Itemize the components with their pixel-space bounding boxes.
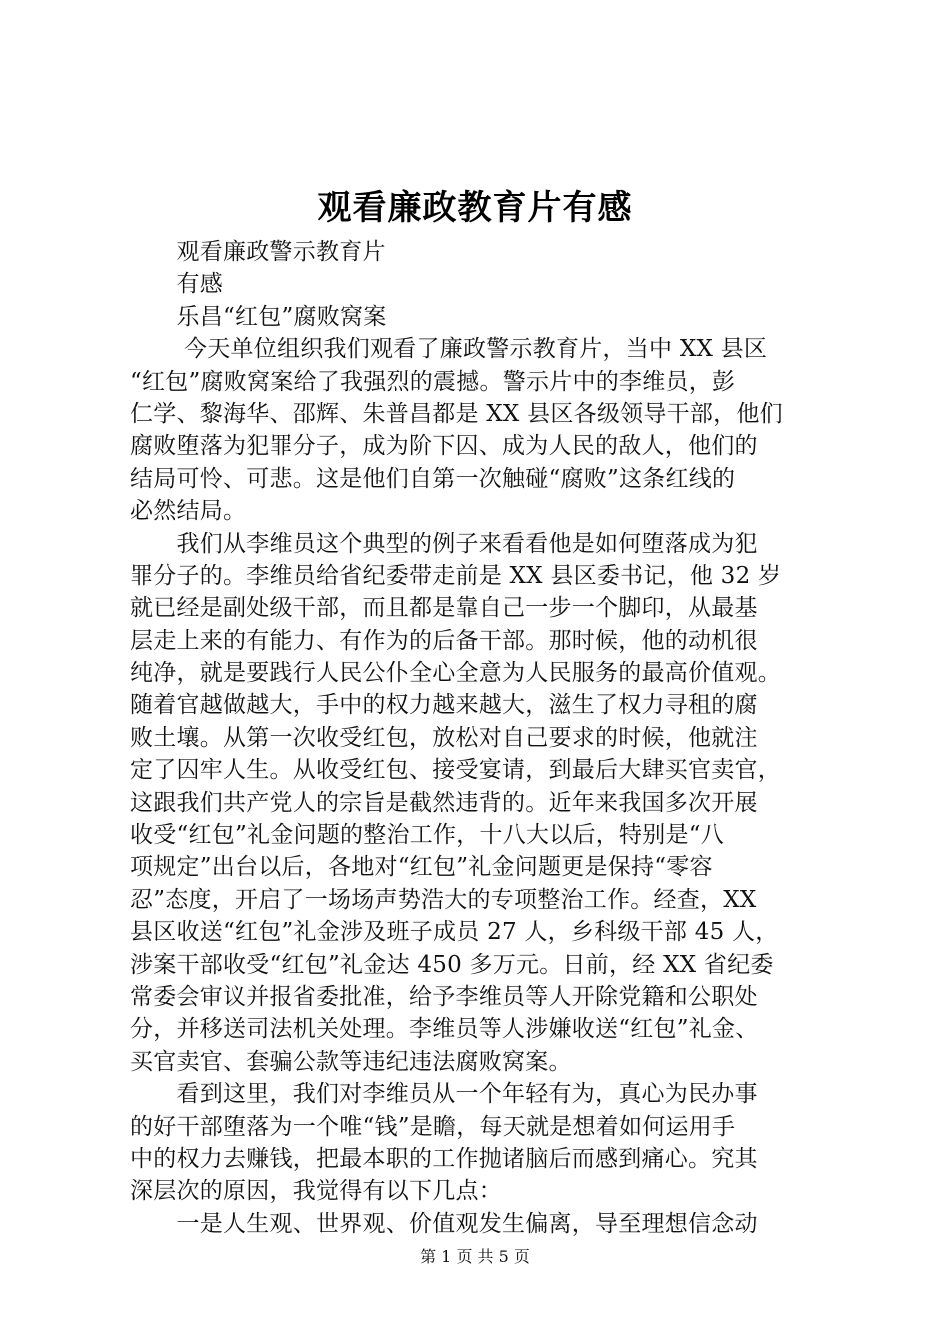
text-line: 结局可怜、可悲。这是他们自第一次触碰“腐败”这条红线的	[130, 465, 736, 492]
text-line: 分，并移送司法机关处理。李维员等人涉嫌收送“红包”礼金、	[130, 1016, 759, 1043]
document-body	[130, 236, 830, 1240]
text-line: 常委会审议并报省委批准，给予李维员等人开除党籍和公职处	[130, 983, 758, 1010]
text-line: 随着官越做越大，手中的权力越来越大，滋生了权力寻租的腐	[130, 692, 758, 719]
text-line: 涉案干部收受“红包”礼金达 450 多万元。日前，经 XX 省纪委	[130, 951, 774, 978]
text-line: 项规定”出台以后，各地对“红包”礼金问题更是保持“零容	[130, 854, 713, 881]
text-line: 罪分子的。李维员给省纪委带走前是 XX 县区委书记，他 32 岁	[130, 562, 782, 589]
text-line: 中的权力去赚钱，把最本职的工作抛诸脑后而感到痛心。究其	[130, 1145, 758, 1172]
text-line: 看到这里，我们对李维员从一个年轻有为，真心为民办事	[130, 1081, 758, 1108]
text-line: 忍”态度，开启了一场场声势浩大的专项整治工作。经查，XX	[130, 886, 757, 913]
text-line: 观看廉政警示教育片	[130, 239, 386, 265]
text-line: 层走上来的有能力、有作为的后备干部。那时候，他的动机很	[130, 627, 758, 654]
text-line: 乐昌“红包”腐败窝案	[130, 303, 387, 330]
text-line: 纯净，就是要践行人民公仆全心全意为人民服务的最高价值观。	[130, 660, 781, 687]
text-line: 必然结局。	[130, 498, 247, 525]
text-line: 买官卖官、套骗公款等违纪违法腐败窝案。	[130, 1048, 572, 1075]
text-line: 一是人生观、世界观、价值观发生偏离，导至理想信念动	[130, 1210, 758, 1237]
document-title: 观看廉政教育片有感	[317, 188, 633, 228]
text-line: 收受“红包”礼金问题的整治工作，十八大以后，特别是“八	[130, 822, 725, 849]
text-line: 就已经是副处级干部，而且都是靠自己一步一个脚印，从最基	[130, 595, 758, 622]
text-line: 定了囚牢人生。从收受红包、接受宴请，到最后大肆买官卖官，	[130, 757, 781, 784]
text-line: 今天单位组织我们观看了廉政警示教育片，当中 XX 县区	[130, 336, 768, 363]
text-line: 仁学、黎海华、邵辉、朱普昌都是 XX 县区各级领导干部，他们	[130, 400, 783, 427]
text-line: “红包”腐败窝案给了我强烈的震撼。警示片中的李维员，彭	[130, 368, 736, 395]
text-line: 县区收送“红包”礼金涉及班子成员 27 人，乡科级干部 45 人，	[130, 919, 779, 946]
text-line: 败土壤。从第一次收受红包，放松对自己要求的时候，他就注	[130, 724, 758, 751]
text-line: 的好干部堕落为一个唯“钱”是瞻，每天就是想着如何运用手	[130, 1113, 736, 1140]
text-line: 这跟我们共产党人的宗旨是截然违背的。近年来我国多次开展	[130, 789, 758, 816]
page-footer: 第 1 页 共 5 页	[420, 1247, 530, 1266]
text-line: 深层次的原因，我觉得有以下几点：	[130, 1178, 502, 1205]
text-line: 我们从李维员这个典型的例子来看看他是如何堕落成为犯	[130, 530, 758, 557]
text-line: 腐败堕落为犯罪分子，成为阶下囚、成为人民的敌人，他们的	[130, 433, 758, 460]
text-line: 有感	[130, 271, 223, 298]
